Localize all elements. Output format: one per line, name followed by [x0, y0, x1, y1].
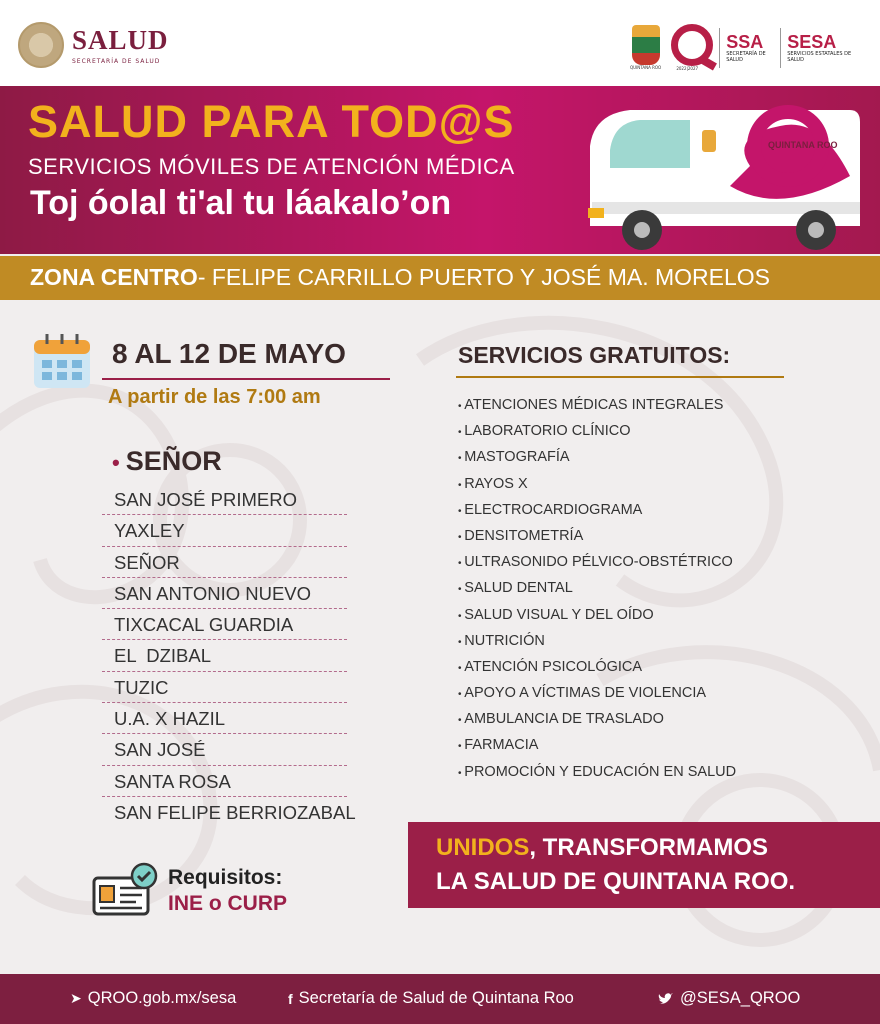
list-item: SAN JOSÉ	[102, 734, 347, 765]
list-item: • NUTRICIÓN	[458, 628, 736, 654]
zone-text	[30, 264, 770, 291]
partner-logos	[630, 24, 853, 71]
footer-website-link[interactable]	[70, 989, 236, 1008]
banner-maya-text: Toj óolal ti'al tu láakalo’on	[30, 184, 452, 222]
event-time: A partir de las 7:00 am	[108, 386, 321, 408]
list-item: SANTA ROSA	[102, 766, 347, 797]
banner-title: SALUD PARA TOD@S	[28, 96, 515, 147]
divider	[719, 28, 720, 68]
quintana-roo-coat-icon	[632, 25, 660, 65]
twitter-icon	[658, 992, 674, 1006]
ssa-logo	[726, 33, 774, 63]
banner-subtitle: SERVICIOS MÓVILES DE ATENCIÓN MÉDICA	[28, 154, 515, 179]
quintana-roo-label: QUINTANA ROO	[630, 65, 662, 70]
list-item: • RAYOS X	[458, 471, 736, 497]
list-item: EL DZIBAL	[102, 640, 347, 671]
footer-twitter-text: @SESA_QROO	[680, 989, 801, 1007]
list-item: • SALUD VISUAL Y DEL OÍDO	[458, 602, 736, 628]
zone-municipalities: - FELIPE CARRILLO PUERTO Y JOSÉ MA. MORELOS	[197, 264, 770, 290]
mobile-clinic-van-icon	[580, 96, 870, 254]
footer-bar	[0, 974, 880, 1024]
locations-list	[102, 484, 356, 828]
list-item: • SALUD DENTAL	[458, 575, 736, 601]
cursor-icon: ➤	[70, 990, 82, 1006]
list-item: • ATENCIONES MÉDICAS INTEGRALES	[458, 392, 736, 418]
zone-bar	[0, 256, 880, 300]
list-item: SAN ANTONIO NUEVO	[102, 578, 347, 609]
list-item: • ATENCIÓN PSICOLÓGICA	[458, 654, 736, 680]
footer-twitter-link[interactable]	[658, 989, 800, 1008]
list-item: • ELECTROCARDIOGRAMA	[458, 497, 736, 523]
bullet-icon: •	[112, 450, 120, 475]
services-list	[458, 392, 736, 785]
ssa-title: SSA	[726, 31, 764, 52]
locations-heading-text: SEÑOR	[125, 446, 222, 476]
slogan-highlight: UNIDOS	[436, 834, 530, 861]
slogan-line-1-rest: , TRANSFORMAMOS	[529, 834, 768, 861]
requirements-label: Requisitos:	[168, 866, 283, 889]
list-item: • ULTRASONIDO PÉLVICO-OBSTÉTRICO	[458, 549, 736, 575]
locations-heading	[112, 446, 222, 477]
list-item: • DENSITOMETRÍA	[458, 523, 736, 549]
list-item: SEÑOR	[102, 547, 347, 578]
list-item: • MASTOGRAFÍA	[458, 444, 736, 470]
dates-underline	[102, 378, 390, 380]
services-heading: SERVICIOS GRATUITOS:	[458, 342, 731, 368]
list-item: U.A. X HAZIL	[102, 703, 347, 734]
list-item: TUZIC	[102, 672, 347, 703]
top-header	[0, 0, 880, 86]
hero-banner	[0, 86, 880, 254]
slogan-line-1	[436, 834, 768, 862]
list-item: • PROMOCIÓN Y EDUCACIÓN EN SALUD	[458, 759, 736, 785]
salud-subtitle: SECRETARÍA DE SALUD	[72, 58, 161, 65]
slogan-box	[408, 822, 880, 908]
sesa-title: SESA	[787, 31, 837, 52]
q-logo-icon	[671, 24, 713, 66]
year-label: 2022|2027	[676, 66, 699, 71]
divider	[780, 28, 781, 68]
footer-facebook-link[interactable]	[288, 989, 574, 1008]
sesa-subtitle: SERVICIOS ESTATALES DE SALUD	[787, 50, 852, 63]
list-item: YAXLEY	[102, 515, 347, 546]
list-item: SAN JOSÉ PRIMERO	[102, 484, 347, 515]
zone-name: ZONA CENTRO	[30, 264, 198, 290]
event-dates: 8 AL 12 DE MAYO	[112, 338, 346, 369]
footer-facebook-text: Secretaría de Salud de Quintana Roo	[298, 989, 574, 1007]
list-item: • FARMACIA	[458, 732, 736, 758]
list-item: • LABORATORIO CLÍNICO	[458, 418, 736, 444]
services-underline	[456, 376, 784, 378]
list-item: • APOYO A VÍCTIMAS DE VIOLENCIA	[458, 680, 736, 706]
eagle-emblem-icon	[18, 22, 64, 68]
footer-website-text: QROO.gob.mx/sesa	[87, 989, 237, 1007]
salud-logo	[18, 22, 169, 68]
list-item: • AMBULANCIA DE TRASLADO	[458, 706, 736, 732]
facebook-icon: f	[288, 990, 293, 1007]
van-logo-text: QUINTANA ROO	[768, 140, 838, 150]
sesa-logo	[787, 33, 853, 63]
requirements-value: INE o CURP	[168, 892, 288, 915]
calendar-icon	[32, 332, 92, 390]
salud-title: SALUD	[72, 25, 169, 55]
list-item: TIXCACAL GUARDIA	[102, 609, 347, 640]
id-card-check-icon	[92, 862, 158, 918]
slogan-line-2: LA SALUD DE QUINTANA ROO.	[436, 868, 796, 895]
ssa-subtitle: SECRETARÍA DE SALUD	[726, 50, 766, 63]
list-item: SAN FELIPE BERRIOZABAL	[114, 801, 356, 823]
